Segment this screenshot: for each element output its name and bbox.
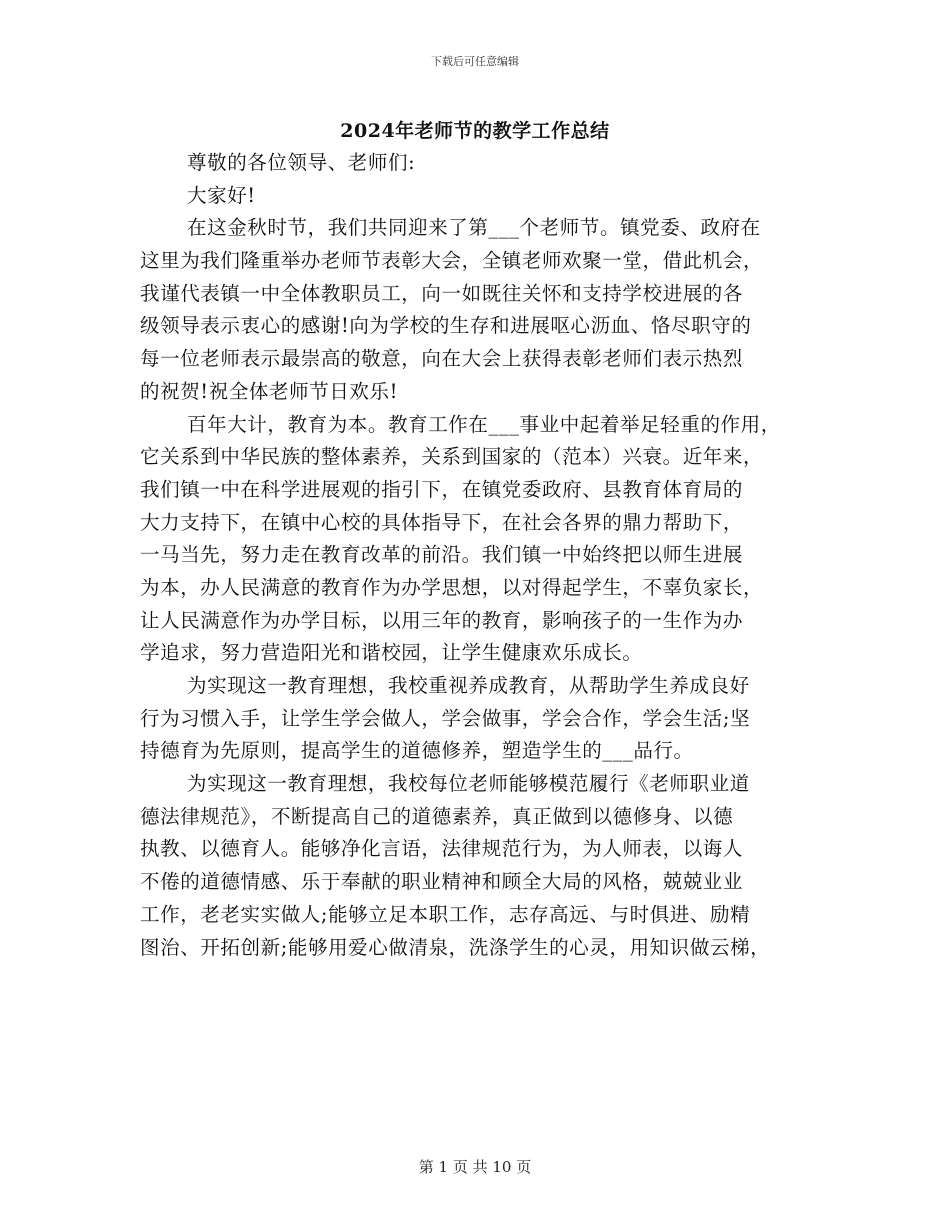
document-body [140,147,820,964]
text-line: 它关系到中华民族的整体素养，关系到国家的（范本）兴衰。近年来， [140,445,764,469]
text-line: 学追求，努力营造阳光和谐校园，让学生健康欢乐成长。 [140,641,643,665]
text-line: 百年大计，教育为本。教育工作在___事业中起着举足轻重的作用， [187,412,781,436]
text-line: 不倦的道德情感、乐于奉献的职业精神和顾全大局的风格，兢兢业业 [140,870,744,894]
text-line: 行为习惯入手，让学生学会做人，学会做事，学会合作，学会生活;坚 [140,706,751,730]
text-line: 大力支持下，在镇中心校的具体指导下，在社会各界的鼎力帮助下， [140,510,744,534]
text-line: 为本，办人民满意的教育作为办学思想，以对得起学生，不辜负家长， [140,575,764,599]
text-line: 工作，老老实实做人;能够立足本职工作，志存高远、与时俱进、励精 [140,902,751,926]
text-line: 大家好! [187,183,256,207]
text-line: 持德育为先原则，提高学生的道德修养，塑造学生的___品行。 [140,739,694,763]
document-title: 2024年老师节的教学工作总结 [340,120,610,142]
text-line: 图治、开拓创新;能够用爱心做清泉，洗涤学生的心灵，用知识做云梯， [140,935,771,959]
text-line: 为实现这一教育理想，我校重视养成教育，从帮助学生养成良好 [187,674,750,697]
header-note: 下载后可任意编辑 [431,55,519,68]
text-line: 为实现这一教育理想，我校每位老师能够模范履行《老师职业道 [187,772,750,796]
text-line: 每一位老师表示最崇高的敬意，向在大会上获得表彰老师们表示热烈 [140,347,744,371]
text-line: 让人民满意作为办学目标，以用三年的教育，影响孩子的一生作为办 [140,608,744,632]
text-line: 这里为我们隆重举办老师节表彰大会，全镇老师欢聚一堂，借此机会， [140,249,764,273]
text-line: 一马当先，努力走在教育改革的前沿。我们镇一中始终把以师生进展 [140,543,744,567]
text-line: 的祝贺!祝全体老师节日欢乐! [140,379,399,403]
page-footer: 第 1 页 共 10 页 [418,1158,532,1176]
text-line: 级领导表示衷心的感谢!向为学校的生存和进展呕心沥血、恪尽职守的 [140,314,752,338]
text-line: 我谨代表镇一中全体教职员工，向一如既往关怀和支持学校进展的各 [140,281,744,305]
text-line: 我们镇一中在科学进展观的指引下，在镇党委政府、县教育体育局的 [140,477,744,501]
text-line: 执教、以德育人。能够净化言语，法律规范行为，为人师表，以诲人 [140,837,744,861]
text-line: 尊敬的各位领导、老师们: [187,151,416,174]
text-line: 德法律规范》，不断提高自己的道德素养，真正做到以德修身、以德 [140,804,734,828]
text-line: 在这金秋时节，我们共同迎来了第___个老师节。镇党委、政府在 [187,216,761,240]
